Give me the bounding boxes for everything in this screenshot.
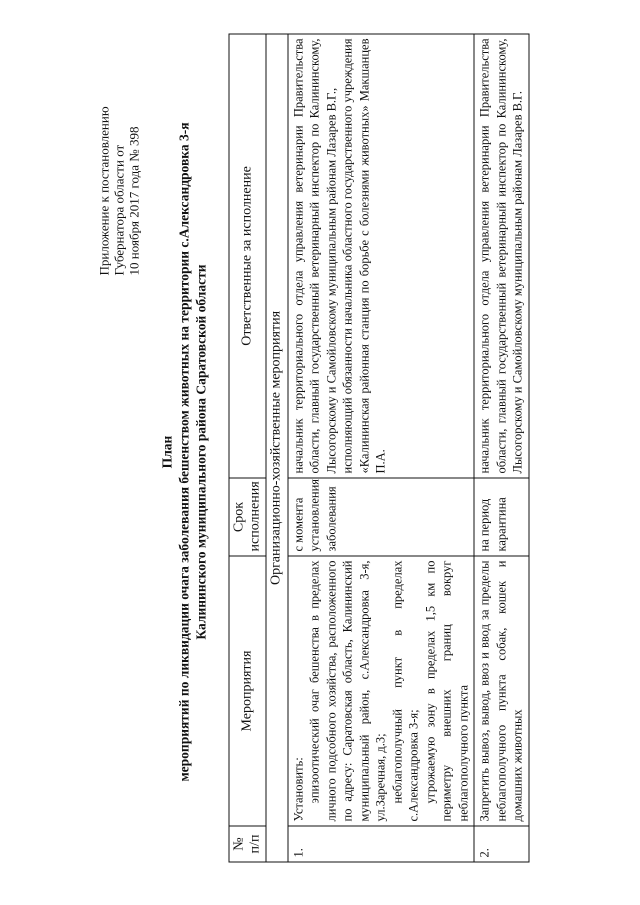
title-line-2: Калининского муниципального района Саратовской области	[193, 264, 209, 640]
measure-paragraph: эпизоотический очаг бешенства в пределах личного подсобного хозяйства, расположенного по адресу: Саратовская область, Калининский муниципальный район, с.Александровка 3-я, ул.Заречная, д.3;	[307, 560, 388, 822]
section-row	[266, 34, 288, 862]
section-title: Организационно-хозяйственные мероприятия	[266, 34, 288, 862]
measure-paragraph: неблагополучный пункт в пределах с.Александровка 3-я;	[390, 560, 421, 822]
row-term: на период карантина	[474, 478, 529, 556]
header-num: № п/п	[229, 826, 266, 862]
row-num: 2.	[474, 826, 529, 862]
plan-table	[229, 34, 530, 863]
responsible-paragraph: исполняющий обязанности начальника областного государственного учреждения «Калининская районная станция по борьбе с болезнями животных» Макшанцев П.А.	[340, 38, 388, 474]
row-responsible	[288, 34, 475, 478]
table-row	[288, 34, 475, 862]
header-responsible: Ответственные за исполнение	[229, 34, 266, 478]
header-measures: Мероприятия	[229, 556, 266, 826]
row-term: с момента установления заболевания	[288, 478, 475, 556]
measure-intro: Установить:	[291, 757, 305, 822]
title-word: План	[159, 435, 175, 469]
appendix-line-2: Губернатора области от	[111, 144, 127, 276]
document-title	[159, 0, 210, 905]
appendix-line-1: Приложение к постановлению	[96, 106, 112, 276]
responsible-paragraph: начальник территориального отдела управления ветеринарии Правительства области, главный государственный ветеринарный инспектор по Калининскому, Лысогорскому и Самойловскому муниципальным районам Лазарев В.Г.,	[291, 38, 338, 474]
appendix-note	[97, 46, 142, 276]
appendix-line-3: 10 ноября 2017 года № 398	[126, 126, 142, 276]
row-measure	[288, 556, 475, 826]
measure-paragraph: угрожаемую зону в пределах 1,5 км по периметру внешних границ вокруг неблагополучного пункта	[423, 560, 470, 822]
document-page	[1, 0, 640, 905]
table-header-row	[229, 34, 266, 862]
title-line-1: мероприятий по ликвидации очага заболевания бешенством животных на территории с.Александровка 3-я	[176, 122, 192, 782]
row-num: 1.	[288, 826, 475, 862]
row-measure: Запретить вывоз, вывод, ввоз и ввод за пределы неблагополучного пункта собак, кошек и домашних животных	[474, 556, 529, 826]
table-row	[474, 34, 529, 862]
row-responsible: начальник территориального отдела управления ветеринарии Правительства области, главный государственный ветеринарный инспектор по Калининскому, Лысогорскому и Самойловскому муниципальным районам Лазарев В.Г.	[474, 34, 529, 478]
header-term: Срок исполнения	[229, 478, 266, 556]
